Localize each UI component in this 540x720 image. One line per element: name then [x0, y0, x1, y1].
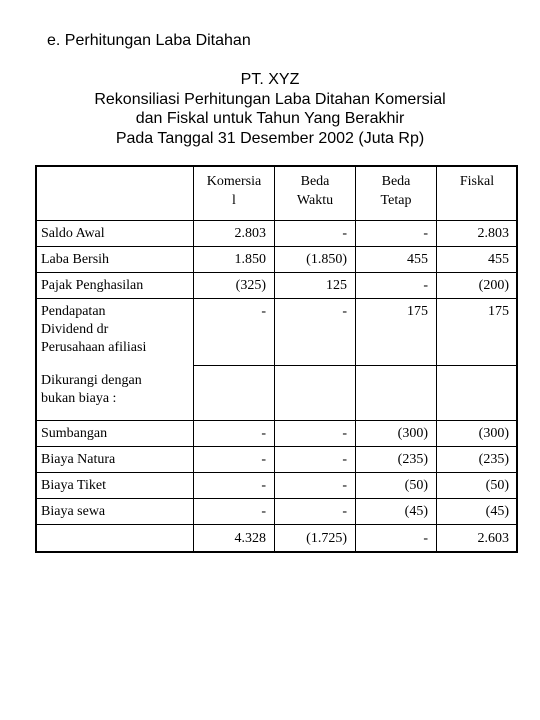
- column-header-komersial-line2: l: [232, 193, 236, 208]
- row-label: Biaya sewa: [36, 499, 194, 525]
- table-row-dikurangi-heading: [36, 365, 517, 421]
- cell-komersial: -: [194, 473, 275, 499]
- cell-beda-waktu: [275, 365, 356, 421]
- table-header-row: [36, 166, 517, 221]
- table-row-saldo-awal: [36, 221, 517, 247]
- cell-beda-waktu: -: [275, 499, 356, 525]
- cell-fiskal: 175: [437, 299, 518, 366]
- cell-fiskal: (45): [437, 499, 518, 525]
- cell-beda-waktu: -: [275, 473, 356, 499]
- column-header-beda-waktu-line2: Waktu: [296, 193, 334, 208]
- cell-fiskal: [437, 365, 518, 421]
- row-label: Biaya Tiket: [36, 473, 194, 499]
- report-title: Rekonsiliasi Perhitungan Laba Ditahan Komersial: [94, 90, 446, 108]
- cell-beda-tetap: 455: [356, 247, 437, 273]
- cell-beda-tetap: (235): [356, 447, 437, 473]
- table-row-biaya-tiket: [36, 473, 517, 499]
- cell-komersial: [194, 365, 275, 421]
- row-label-line1: Pendapatan: [41, 304, 106, 319]
- row-label: Biaya Natura: [36, 447, 194, 473]
- table-row-laba-bersih: [36, 247, 517, 273]
- reconciliation-table: [36, 166, 517, 552]
- row-label-line2: bukan biaya :: [41, 391, 117, 406]
- cell-komersial: -: [194, 299, 275, 366]
- total-label: [36, 525, 194, 553]
- column-header-beda-waktu-line1: Beda: [300, 174, 330, 189]
- total-komersial: 4.328: [194, 525, 275, 553]
- total-fiskal: 2.603: [437, 525, 518, 553]
- company-name: PT. XYZ: [240, 71, 300, 88]
- table-row-pajak-penghasilan: [36, 273, 517, 299]
- cell-beda-tetap: -: [356, 273, 437, 299]
- cell-komersial: 1.850: [194, 247, 275, 273]
- column-header-beda-tetap-line1: Beda: [381, 174, 411, 189]
- report-date-line: Pada Tanggal 31 Desember 2002 (Juta Rp): [115, 129, 425, 147]
- cell-komersial: -: [194, 421, 275, 447]
- column-header-fiskal: Fiskal: [437, 166, 518, 221]
- cell-beda-tetap: (50): [356, 473, 437, 499]
- cell-komersial: (325): [194, 273, 275, 299]
- row-label: [36, 365, 194, 421]
- cell-beda-waktu: (1.850): [275, 247, 356, 273]
- table-row-sumbangan: [36, 421, 517, 447]
- column-header-label: [36, 166, 194, 221]
- cell-fiskal: 2.803: [437, 221, 518, 247]
- cell-fiskal: (235): [437, 447, 518, 473]
- row-label-line3: Perusahaan afiliasi: [41, 340, 147, 355]
- column-header-komersial-line1: Komersia: [206, 174, 262, 189]
- row-label: Saldo Awal: [36, 221, 194, 247]
- section-heading: e. Perhitungan Laba Ditahan: [47, 32, 251, 49]
- table-row-biaya-natura: [36, 447, 517, 473]
- cell-fiskal: (200): [437, 273, 518, 299]
- column-header-beda-tetap: [356, 166, 437, 221]
- column-header-beda-waktu: [275, 166, 356, 221]
- cell-komersial: -: [194, 447, 275, 473]
- cell-fiskal: (50): [437, 473, 518, 499]
- cell-beda-tetap: (45): [356, 499, 437, 525]
- row-label: [36, 299, 194, 366]
- cell-beda-tetap: [356, 365, 437, 421]
- cell-beda-tetap: 175: [356, 299, 437, 366]
- cell-beda-tetap: (300): [356, 421, 437, 447]
- cell-beda-waktu: -: [275, 221, 356, 247]
- cell-komersial: 2.803: [194, 221, 275, 247]
- cell-beda-waktu: -: [275, 421, 356, 447]
- cell-beda-waktu: 125: [275, 273, 356, 299]
- row-label: Pajak Penghasilan: [36, 273, 194, 299]
- table-row-biaya-sewa: [36, 499, 517, 525]
- column-header-komersial: [194, 166, 275, 221]
- row-label-line2: Dividend dr: [41, 322, 109, 337]
- cell-beda-waktu: -: [275, 447, 356, 473]
- row-label-line1: Dikurangi dengan: [41, 373, 142, 388]
- column-header-beda-tetap-line2: Tetap: [380, 193, 412, 208]
- cell-beda-tetap: -: [356, 221, 437, 247]
- row-label: Sumbangan: [36, 421, 194, 447]
- report-subtitle: dan Fiskal untuk Tahun Yang Berakhir: [135, 110, 405, 127]
- cell-komersial: -: [194, 499, 275, 525]
- report-header: [0, 70, 540, 148]
- row-label: Laba Bersih: [36, 247, 194, 273]
- table-row-pendapatan-dividend: [36, 299, 517, 366]
- cell-fiskal: 455: [437, 247, 518, 273]
- cell-beda-waktu: -: [275, 299, 356, 366]
- table-row-total: [36, 525, 517, 553]
- total-beda-waktu: (1.725): [275, 525, 356, 553]
- total-beda-tetap: -: [356, 525, 437, 553]
- cell-fiskal: (300): [437, 421, 518, 447]
